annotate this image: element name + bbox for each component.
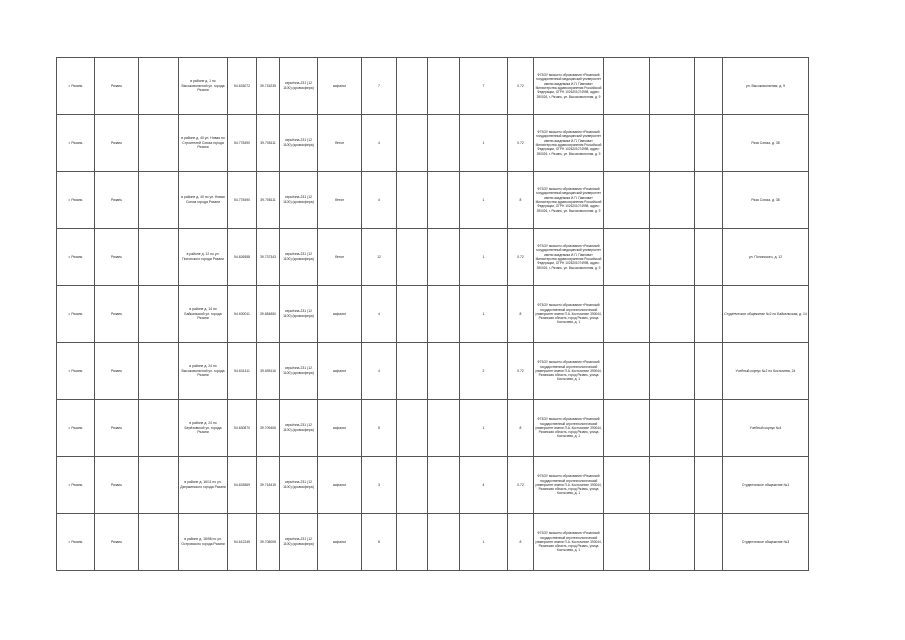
table-row bbox=[57, 115, 809, 172]
latitude-cell: 54.778490 bbox=[228, 172, 257, 229]
longitude-cell: 39.709406 bbox=[257, 400, 280, 457]
location-cell: в районе д. 16/11 по ул. Дзержинского города Рязани bbox=[179, 457, 228, 514]
table-row bbox=[57, 286, 809, 343]
blank-cell bbox=[650, 343, 695, 400]
code-cell: серьёзна-231 (12 1100) (кровосфера) bbox=[280, 172, 318, 229]
container-count-cell: 4 bbox=[460, 457, 508, 514]
region-cell: Рязань bbox=[95, 229, 139, 286]
count-b-cell bbox=[428, 115, 460, 172]
container-count-cell: 1 bbox=[460, 115, 508, 172]
region-cell: Рязань bbox=[95, 286, 139, 343]
longitude-cell: 39.708006 bbox=[257, 514, 280, 571]
container-count-cell: 1 bbox=[460, 400, 508, 457]
count-a-cell bbox=[397, 400, 428, 457]
table-row bbox=[57, 343, 809, 400]
volume-cell: 0.72 bbox=[508, 457, 534, 514]
code-cell: серьёзна-231 (12 1100) (кровосфера) bbox=[280, 115, 318, 172]
surface-cell: бетон bbox=[318, 172, 362, 229]
location-cell: в районе д. 24 по Высоковольтной ул. города Рязани bbox=[179, 343, 228, 400]
city-cell: г. Рязань bbox=[57, 58, 95, 115]
location-cell: в районе д. 40 ул. Новая по Строителей Союза города Рязани bbox=[179, 115, 228, 172]
location-cell: в районе д. 12 по ул. Полонского города Рязани bbox=[179, 229, 228, 286]
count-a-cell bbox=[397, 514, 428, 571]
city-cell: г. Рязань bbox=[57, 172, 95, 229]
code-cell: серьёзна-231 (12 1100) (кровосфера) bbox=[280, 457, 318, 514]
area-cell: 4 bbox=[362, 172, 397, 229]
volume-cell: 0.72 bbox=[508, 343, 534, 400]
organization-cell: ФГБОУ высшего образования «Рязанский государственный медицинский университет имени академика И.П. Павлова» Министерства здравоохранения Российской Федерации, ОГРН 1026201074998, адрес: 390026, г. Рязань, ул. Высоковольтная, д. 9 bbox=[534, 229, 604, 286]
area-cell: 12 bbox=[362, 229, 397, 286]
count-b-cell bbox=[428, 229, 460, 286]
count-b-cell bbox=[428, 58, 460, 115]
waste-source-cell: Учебный корпус №4 bbox=[723, 400, 809, 457]
region-cell: Рязань bbox=[95, 457, 139, 514]
blank-cell bbox=[604, 457, 650, 514]
count-a-cell bbox=[397, 457, 428, 514]
blank-cell bbox=[139, 286, 179, 343]
blank-cell bbox=[650, 514, 695, 571]
region-cell: Рязань bbox=[95, 400, 139, 457]
area-cell: 4 bbox=[362, 343, 397, 400]
blank-cell bbox=[650, 172, 695, 229]
count-a-cell bbox=[397, 172, 428, 229]
organization-cell: ФГБОУ высшего образования «Рязанский государственный агротехнологический университет имени П.А. Костычева» 390044, Рязанская область, город Рязань, улица Костычева, д. 1 bbox=[534, 514, 604, 571]
latitude-cell: 54.633072 bbox=[228, 58, 257, 115]
blank-cell bbox=[695, 58, 723, 115]
blank-cell bbox=[604, 514, 650, 571]
blank-cell bbox=[139, 172, 179, 229]
blank-cell bbox=[650, 400, 695, 457]
table-row bbox=[57, 229, 809, 286]
waste-source-cell: ул. Полонского, д. 12 bbox=[723, 229, 809, 286]
code-cell: серьёзна-231 (12 1100) (кровосфера) bbox=[280, 286, 318, 343]
count-a-cell bbox=[397, 58, 428, 115]
count-a-cell bbox=[397, 343, 428, 400]
latitude-cell: 54.778490 bbox=[228, 115, 257, 172]
blank-cell bbox=[604, 115, 650, 172]
blank-cell bbox=[695, 343, 723, 400]
longitude-cell: 39.695116 bbox=[257, 343, 280, 400]
surface-cell: асфальт bbox=[318, 400, 362, 457]
table-body bbox=[57, 58, 809, 571]
count-a-cell bbox=[397, 115, 428, 172]
organization-cell: ФГБОУ высшего образования «Рязанский государственный медицинский университет имени академика И.П. Павлова» Министерства здравоохранения Российской Федерации, ОГРН 1026201074998, адрес: 390026, г. Рязань, ул. Высоковольтная, д. 9 bbox=[534, 58, 604, 115]
surface-cell: асфальт bbox=[318, 58, 362, 115]
organization-cell: ФГБОУ высшего образования «Рязанский государственный агротехнологический университет имени П.А. Костычева» 390044, Рязанская область, город Рязань, улица Костычева, д. 1 bbox=[534, 286, 604, 343]
volume-cell: 0.72 bbox=[508, 229, 534, 286]
volume-cell: 8 bbox=[508, 286, 534, 343]
count-b-cell bbox=[428, 172, 460, 229]
latitude-cell: 54.612245 bbox=[228, 514, 257, 571]
blank-cell bbox=[695, 229, 723, 286]
latitude-cell: 54.626558 bbox=[228, 229, 257, 286]
blank-cell bbox=[604, 343, 650, 400]
surface-cell: асфальт bbox=[318, 343, 362, 400]
blank-cell bbox=[139, 514, 179, 571]
count-b-cell bbox=[428, 514, 460, 571]
organization-cell: ФГБОУ высшего образования «Рязанский государственный агротехнологический университет имени П.А. Костычева» 390044, Рязанская область, город Рязань, улица Костычева, д. 1 bbox=[534, 400, 604, 457]
city-cell: г. Рязань bbox=[57, 115, 95, 172]
waste-source-cell: Ряза Союза, д. 38 bbox=[723, 115, 809, 172]
blank-cell bbox=[695, 172, 723, 229]
location-cell: в районе д. 1 по Высоковольтной ул. города Рязани bbox=[179, 58, 228, 115]
table-row bbox=[57, 58, 809, 115]
region-cell: Рязань bbox=[95, 115, 139, 172]
blank-cell bbox=[650, 115, 695, 172]
container-count-cell: 1 bbox=[460, 514, 508, 571]
blank-cell bbox=[604, 229, 650, 286]
longitude-cell: 39.737343 bbox=[257, 229, 280, 286]
code-cell: серьёзна-231 (12 1100) (кровосфера) bbox=[280, 400, 318, 457]
city-cell: г. Рязань bbox=[57, 343, 95, 400]
blank-cell bbox=[604, 172, 650, 229]
longitude-cell: 39.684850 bbox=[257, 286, 280, 343]
city-cell: г. Рязань bbox=[57, 400, 95, 457]
container-count-cell: 1 bbox=[460, 229, 508, 286]
region-cell: Рязань bbox=[95, 58, 139, 115]
volume-cell: 8 bbox=[508, 514, 534, 571]
longitude-cell: 39.718415 bbox=[257, 457, 280, 514]
table-row bbox=[57, 400, 809, 457]
area-cell: 5 bbox=[362, 400, 397, 457]
code-cell: серьёзна-231 (12 1100) (кровосфера) bbox=[280, 514, 318, 571]
organization-cell: ФГБОУ высшего образования «Рязанский государственный медицинский университет имени академика И.П. Павлова» Министерства здравоохранения Российской Федерации, ОГРН 1026201074998, адрес: 390026, г. Рязань, ул. Высоковольтная, д. 9 bbox=[534, 115, 604, 172]
blank-cell bbox=[695, 286, 723, 343]
blank-cell bbox=[139, 115, 179, 172]
waste-source-cell: Студенческое общежитие №2 по Байкальская, д. 14 bbox=[723, 286, 809, 343]
blank-cell bbox=[604, 286, 650, 343]
blank-cell bbox=[695, 457, 723, 514]
blank-cell bbox=[139, 343, 179, 400]
blank-cell bbox=[695, 115, 723, 172]
blank-cell bbox=[650, 286, 695, 343]
volume-cell: 8 bbox=[508, 400, 534, 457]
volume-cell: 0.72 bbox=[508, 58, 534, 115]
waste-source-cell: Ряза Союза, д. 38 bbox=[723, 172, 809, 229]
location-cell: в районе д. 18/98 по ул. Островского города Рязани bbox=[179, 514, 228, 571]
region-cell: Рязань bbox=[95, 343, 139, 400]
organization-cell: ФГБОУ высшего образования «Рязанский государственный агротехнологический университет имени П.А. Костычева» 390044, Рязанская область, город Рязань, улица Костычева, д. 1 bbox=[534, 457, 604, 514]
blank-cell bbox=[695, 514, 723, 571]
organization-cell: ФГБОУ высшего образования «Рязанский государственный медицинский университет имени академика И.П. Павлова» Министерства здравоохранения Российской Федерации, ОГРН 1026201074998, адрес: 390026, г. Рязань, ул. Высоковольтная, д. 9 bbox=[534, 172, 604, 229]
organization-cell: ФГБОУ высшего образования «Рязанский государственный агротехнологический университет имени П.А. Костычева» 390044, Рязанская область, город Рязань, улица Костычева, д. 1 bbox=[534, 343, 604, 400]
count-a-cell bbox=[397, 229, 428, 286]
region-cell: Рязань bbox=[95, 514, 139, 571]
blank-cell bbox=[139, 400, 179, 457]
waste-source-cell: Учебный корпус №2 по Костычева, 24 bbox=[723, 343, 809, 400]
blank-cell bbox=[604, 400, 650, 457]
container-count-cell: 7 bbox=[460, 58, 508, 115]
city-cell: г. Рязань bbox=[57, 286, 95, 343]
longitude-cell: 39.708111 bbox=[257, 115, 280, 172]
area-cell: 4 bbox=[362, 115, 397, 172]
count-b-cell bbox=[428, 400, 460, 457]
surface-cell: асфальт bbox=[318, 286, 362, 343]
surface-cell: бетон bbox=[318, 115, 362, 172]
area-cell: 4 bbox=[362, 286, 397, 343]
area-cell: 7 bbox=[362, 58, 397, 115]
blank-cell bbox=[139, 229, 179, 286]
location-cell: в районе д. 24 по Берёзовской ул. города Рязани bbox=[179, 400, 228, 457]
location-cell: в районе д. 40 по ул. Новая Союза города Рязани bbox=[179, 172, 228, 229]
waste-source-cell: ул. Высоковольтная, д. 9 bbox=[723, 58, 809, 115]
table-row bbox=[57, 457, 809, 514]
container-count-cell: 1 bbox=[460, 286, 508, 343]
longitude-cell: 39.715235 bbox=[257, 58, 280, 115]
surface-cell: бетон bbox=[318, 229, 362, 286]
region-cell: Рязань bbox=[95, 172, 139, 229]
city-cell: г. Рязань bbox=[57, 229, 95, 286]
latitude-cell: 54.633569 bbox=[228, 457, 257, 514]
blank-cell bbox=[139, 457, 179, 514]
waste-source-cell: Студенческое общежитие №3 bbox=[723, 514, 809, 571]
count-b-cell bbox=[428, 343, 460, 400]
blank-cell bbox=[695, 400, 723, 457]
registry-table bbox=[56, 57, 809, 571]
volume-cell: 0.72 bbox=[508, 115, 534, 172]
area-cell: 8 bbox=[362, 514, 397, 571]
latitude-cell: 54.631411 bbox=[228, 343, 257, 400]
surface-cell: асфальт bbox=[318, 514, 362, 571]
latitude-cell: 54.630011 bbox=[228, 286, 257, 343]
table-row bbox=[57, 514, 809, 571]
container-count-cell: 1 bbox=[460, 172, 508, 229]
surface-cell: асфальт bbox=[318, 457, 362, 514]
location-cell: в районе д. 14 по Байкальской ул. города Рязани bbox=[179, 286, 228, 343]
area-cell: 3 bbox=[362, 457, 397, 514]
blank-cell bbox=[650, 229, 695, 286]
table-row bbox=[57, 172, 809, 229]
waste-source-cell: Студенческое общежитие №1 bbox=[723, 457, 809, 514]
code-cell: серьёзна-231 (12 1100) (кровосфера) bbox=[280, 229, 318, 286]
count-b-cell bbox=[428, 286, 460, 343]
blank-cell bbox=[604, 58, 650, 115]
count-b-cell bbox=[428, 457, 460, 514]
volume-cell: 8 bbox=[508, 172, 534, 229]
longitude-cell: 39.708111 bbox=[257, 172, 280, 229]
container-count-cell: 2 bbox=[460, 343, 508, 400]
code-cell: серьёзна-231 (12 1100) (кровосфера) bbox=[280, 343, 318, 400]
count-a-cell bbox=[397, 286, 428, 343]
blank-cell bbox=[650, 457, 695, 514]
blank-cell bbox=[139, 58, 179, 115]
latitude-cell: 54.630870 bbox=[228, 400, 257, 457]
city-cell: г. Рязань bbox=[57, 457, 95, 514]
blank-cell bbox=[650, 58, 695, 115]
city-cell: г. Рязань bbox=[57, 514, 95, 571]
code-cell: серьёзна-231 (12 1100) (кровосфера) bbox=[280, 58, 318, 115]
